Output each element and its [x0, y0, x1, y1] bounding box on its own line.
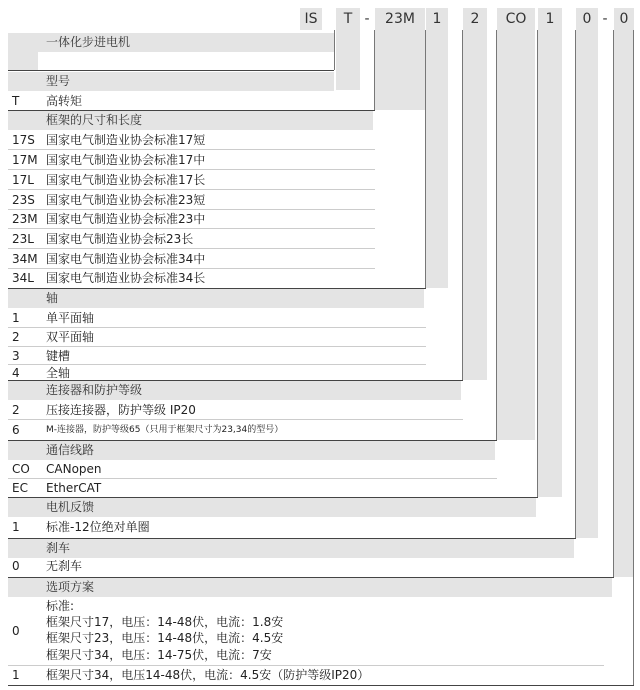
frame-divider: [8, 189, 375, 190]
vline-model: [374, 30, 375, 110]
options-row-text: 框架尺寸34，电压14-48伏，电流：4.5安（防护等级IP20）: [46, 668, 370, 682]
options-row-line: 框架尺寸34，电压：14-75伏，电流：7安: [46, 648, 272, 662]
connector-title: 连接器和防护等级: [46, 383, 143, 397]
shaft-bg: [8, 289, 424, 308]
feedback-title: 电机反馈: [46, 500, 95, 514]
frame-divider: [8, 228, 375, 229]
frame-row-text: 国家电气制造业协会标准34长: [46, 271, 206, 285]
code-part-model: T: [336, 8, 360, 30]
rule-feedback: [8, 538, 576, 539]
frame-divider: [8, 169, 375, 170]
options-title: 选项方案: [46, 580, 95, 594]
vline-options: [633, 30, 634, 685]
frame-row-code: 17M: [12, 153, 38, 167]
rule-stepper: [8, 70, 334, 71]
code-part-frame: 23M: [375, 8, 425, 30]
rule-options: [8, 685, 634, 686]
shaft-row-text: 键槽: [46, 349, 71, 363]
brake-bg: [8, 539, 574, 558]
shaft-row-code: 1: [12, 311, 20, 325]
code-part-comm: CO: [497, 8, 535, 30]
vline-connector: [496, 30, 497, 440]
code-part-is: IS: [300, 8, 322, 30]
frame-row-code: 23S: [12, 193, 35, 207]
frame-row-text: 国家电气制造业协会标准17长: [46, 173, 206, 187]
comm-row-code: CO: [12, 462, 30, 476]
frame-row-text: 国家电气制造业协会标准23短: [46, 193, 206, 207]
frame-row-text: 国家电气制造业协会标准17短: [46, 133, 206, 147]
col-options: [614, 30, 634, 577]
code-dash-2: -: [602, 11, 608, 27]
code-part-feedback: 1: [538, 8, 562, 30]
shaft-divider: [8, 346, 426, 347]
options-row-code: 1: [12, 668, 20, 682]
connector-row-code: 6: [12, 423, 20, 437]
feedback-row-text: 标准-12位绝对单圈: [46, 520, 150, 534]
shaft-title: 轴: [46, 291, 59, 305]
code-part-shaft: 1: [426, 8, 448, 30]
frame-row-code: 34M: [12, 252, 38, 266]
frame-divider: [8, 248, 375, 249]
code-dash-1: -: [364, 11, 370, 27]
rule-brake: [8, 577, 614, 578]
brake-title: 刹车: [46, 541, 71, 555]
shaft-row-code: 2: [12, 330, 20, 344]
vline-shaft: [462, 30, 463, 380]
frame-title: 框架的尺寸和长度: [46, 113, 143, 127]
col-shaft: [426, 30, 448, 288]
shaft-row-code: 4: [12, 366, 20, 380]
col-brake: [576, 30, 598, 538]
vline-stepper: [334, 30, 335, 70]
frame-divider: [8, 149, 375, 150]
code-part-connector: 2: [463, 8, 487, 30]
connector-divider: [8, 419, 463, 420]
code-part-options: 0: [614, 8, 634, 30]
comm-title: 通信线路: [46, 443, 95, 457]
shaft-row-text: 全轴: [46, 366, 71, 380]
connector-row-code: 2: [12, 403, 20, 417]
model-title: 型号: [46, 74, 71, 88]
options-row-code: 0: [12, 624, 20, 638]
frame-row-code: 34L: [12, 271, 34, 285]
frame-row-text: 国家电气制造业协会标准23中: [46, 212, 206, 226]
connector-row-text: 压接连接器，防护等级 IP20: [46, 403, 196, 417]
stepper-code-strip: [8, 33, 38, 71]
comm-row-code: EC: [12, 481, 28, 495]
feedback-row-code: 1: [12, 520, 20, 534]
frame-row-code: 17L: [12, 173, 34, 187]
options-bg: [8, 578, 612, 597]
col-model: [336, 30, 360, 90]
options-row-line: 标准:: [46, 599, 75, 613]
rule-frame: [8, 288, 426, 289]
comm-row-text: EtherCAT: [46, 481, 102, 495]
frame-row-text: 国家电气制造业协会标准17中: [46, 153, 206, 167]
brake-row-code: 0: [12, 559, 20, 573]
model-row-code: T: [12, 94, 20, 108]
col-connector: [463, 30, 487, 380]
frame-row-code: 23L: [12, 232, 34, 246]
frame-row-text: 国家电气制造业协会标23长: [46, 232, 194, 246]
options-row-line: 框架尺寸23，电压：14-48伏，电流：4.5安: [46, 631, 284, 645]
vline-brake: [613, 30, 614, 577]
connector-row-text: M-连接器，防护等级65（只用于框架尺寸为23,34的型号）: [46, 425, 284, 435]
shaft-divider: [8, 364, 426, 365]
shaft-row-text: 双平面轴: [46, 330, 95, 344]
options-row-line: 框架尺寸17，电压：14-48伏，电流：1.8安: [46, 615, 284, 629]
shaft-row-text: 单平面轴: [46, 311, 95, 325]
frame-row-code: 23M: [12, 212, 38, 226]
frame-row-text: 国家电气制造业协会标准34中: [46, 252, 206, 266]
frame-row-code: 17S: [12, 133, 35, 147]
brake-row-text: 无刹车: [46, 559, 83, 573]
stepper-title: 一体化步进电机: [46, 35, 131, 49]
col-frame: [375, 30, 425, 110]
col-comm: [497, 30, 535, 440]
code-part-brake: 0: [576, 8, 598, 30]
model-row-text: 高转矩: [46, 94, 83, 108]
vline-feedback: [575, 30, 576, 538]
col-feedback: [538, 30, 562, 497]
vline-comm: [537, 30, 538, 497]
comm-row-text: CANopen: [46, 462, 102, 476]
shaft-row-code: 3: [12, 349, 20, 363]
vline-frame: [425, 30, 426, 288]
